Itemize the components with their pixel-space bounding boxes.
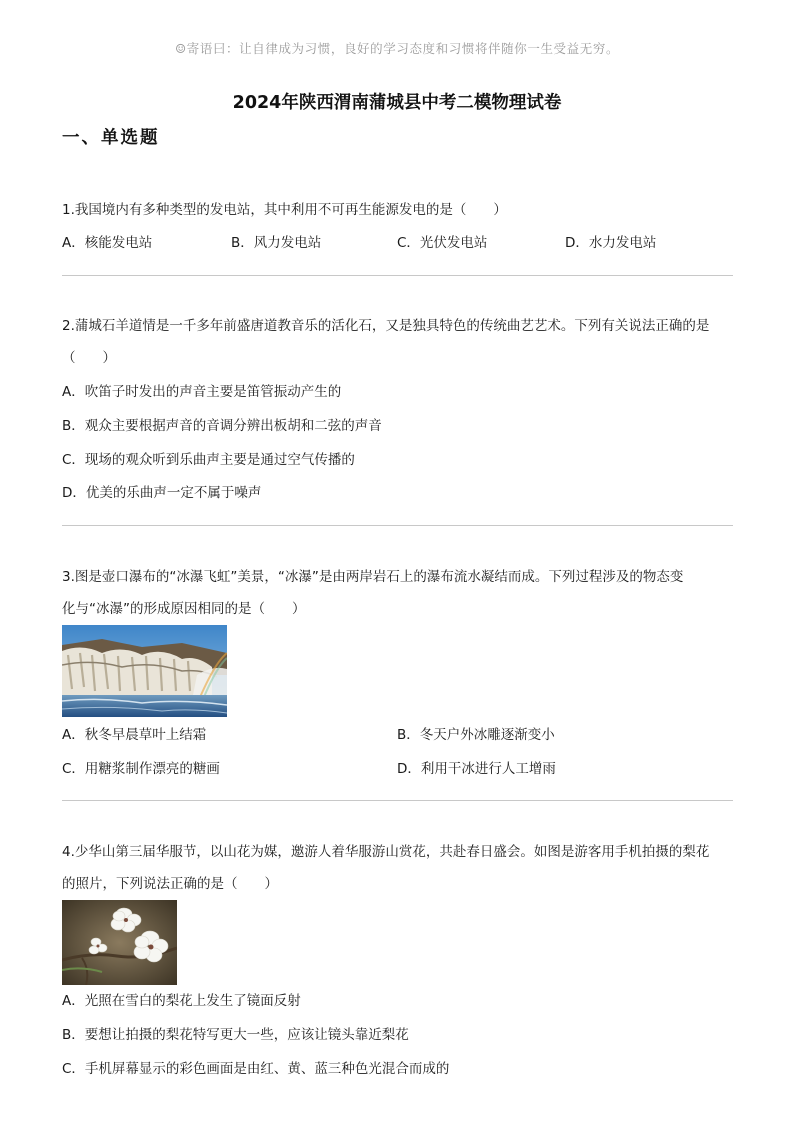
question-3-stem: 3.图是壶口瀑布的“冰瀑飞虹”美景，“冰瀑”是由两岸岩石上的瀑布流水凝结而成。下列过程涉及的物态变 bbox=[62, 569, 684, 585]
question-2-option-a: A．吹笛子时发出的声音主要是笛管振动产生的 bbox=[62, 384, 342, 400]
question-2-stem: 2.蒲城石羊道情是一千多年前盛唐道教音乐的活化石，又是独具特色的传统曲艺艺术。下列有关说法正确的是 bbox=[62, 318, 710, 334]
question-3-option-a: A．秋冬早晨草叶上结霜 bbox=[62, 727, 207, 743]
question-divider bbox=[62, 525, 733, 526]
question-4-option-b: B．要想让拍摄的梨花特写更大一些，应该让镜头靠近梨花 bbox=[62, 1027, 409, 1043]
question-3-option-c: C．用糖浆制作漂亮的糖画 bbox=[62, 761, 220, 777]
question-2-option-c: C．现场的观众听到乐曲声主要是通过空气传播的 bbox=[62, 452, 355, 468]
ice-waterfall-photo bbox=[62, 625, 227, 717]
question-2-option-b: B．观众主要根据声音的音调分辨出板胡和二弦的声音 bbox=[62, 418, 382, 434]
header-motto: ☺寄语曰：让自律成为习惯，良好的学习态度和习惯将伴随你一生受益无穷。 bbox=[174, 41, 620, 56]
question-1-stem: 1.我国境内有多种类型的发电站，其中利用不可再生能源发电的是（ ） bbox=[62, 202, 507, 218]
question-1-option-d: D．水力发电站 bbox=[565, 235, 657, 251]
question-1-option-a: A．核能发电站 bbox=[62, 235, 153, 251]
question-4-stem: 4.少华山第三届华服节，以山花为媒，邀游人着华服游山赏花，共赴春日盛会。如图是游客用手机拍摄的梨花 bbox=[62, 844, 710, 860]
question-3-stem-continued: 化与“冰瀑”的形成原因相同的是（ ） bbox=[62, 601, 306, 617]
question-1-option-c: C．光伏发电站 bbox=[397, 235, 488, 251]
question-divider bbox=[62, 275, 733, 276]
question-1-option-b: B．风力发电站 bbox=[231, 235, 322, 251]
question-4-stem-continued: 的照片，下列说法正确的是（ ） bbox=[62, 876, 278, 892]
document-title: 2024年陕西渭南蒲城县中考二模物理试卷 bbox=[232, 93, 562, 113]
question-2-stem-continued: （ ） bbox=[62, 350, 116, 366]
pear-blossom-photo bbox=[62, 900, 177, 985]
question-divider bbox=[62, 800, 733, 801]
question-4-option-c: C．手机屏幕显示的彩色画面是由红、黄、蓝三种色光混合而成的 bbox=[62, 1061, 450, 1077]
question-3-option-b: B．冬天户外冰雕逐渐变小 bbox=[397, 727, 555, 743]
question-2-option-d: D．优美的乐曲声一定不属于噪声 bbox=[62, 485, 262, 501]
question-4-option-a: A．光照在雪白的梨花上发生了镜面反射 bbox=[62, 993, 301, 1009]
section-title: 一、单选题 bbox=[62, 128, 160, 148]
question-3-option-d: D．利用干冰进行人工增雨 bbox=[397, 761, 556, 777]
